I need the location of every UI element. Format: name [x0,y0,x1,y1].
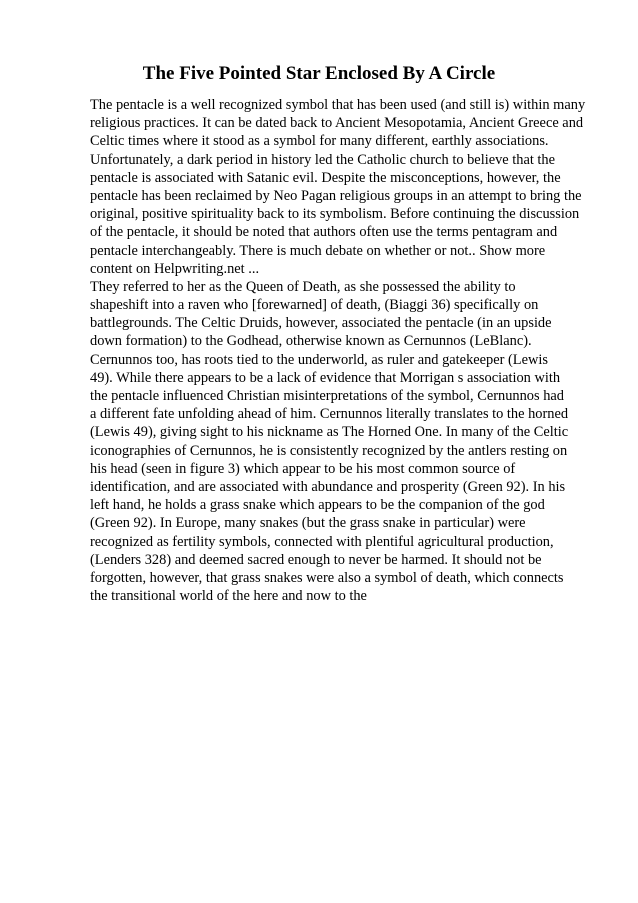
text-line: forgotten, however, that grass snakes were also a symbol of death, which connects [90,569,564,586]
text-line: down formation) to the Godhead, otherwise known as Cernunnos (LeBlanc). [90,333,532,350]
text-line: identification, and are associated with abundance and prosperity (Green 92). In his [90,478,566,495]
text-line: (Lenders 328) and deemed sacred enough to never be harmed. It should not be [90,551,542,568]
text-line: They referred to her as the Queen of Death, as she possessed the ability to [90,278,516,295]
document-body [90,96,610,605]
text-line: pentacle is associated with Satanic evil. Despite the misconceptions, however, the [90,169,561,186]
text-line: Unfortunately, a dark period in history led the Catholic church to believe that the [90,151,556,168]
text-line: content on Helpwriting.net ... [90,260,260,277]
text-line: iconographies of Cernunnos, he is consistently recognized by the antlers resting on [90,442,568,459]
text-line: shapeshift into a raven who [forewarned] of death, (Biaggi 36) specifically on [90,297,539,314]
text-line: Celtic times where it stood as a symbol for many different, earthly associations. [90,133,549,150]
text-line: religious practices. It can be dated back to Ancient Mesopotamia, Ancient Greece and [90,115,584,132]
text-line: (Green 92). In Europe, many snakes (but the grass snake in particular) were [90,515,526,532]
text-line: of the pentacle, it should be noted that authors often use the terms pentagram and [90,224,558,241]
text-line: a different fate unfolding ahead of him. Cernunnos literally translates to the horned [90,406,569,423]
text-line: the pentacle influenced Christian misinterpretations of the symbol, Cernunnos had [90,388,564,404]
text-line: pentacle has been reclaimed by Neo Pagan religious groups in an attempt to bring the [90,187,582,204]
text-line: the transitional world of the here and now to the [90,588,367,605]
document-title: The Five Pointed Star Enclosed By A Circle [142,63,496,84]
text-line: recognized as fertility symbols, connected with plentiful agricultural production, [90,533,554,550]
text-line: battlegrounds. The Celtic Druids, however, associated the pentacle (in an upside [90,315,552,332]
text-line: pentacle interchangeably. There is much debate on whether or not.. Show more [90,242,546,259]
text-line: Cernunnos too, has roots tied to the underworld, as ruler and gatekeeper (Lewis [90,351,548,368]
text-line: The pentacle is a well recognized symbol that has been used (and still is) within many [90,97,586,113]
text-line: left hand, he holds a grass snake which appears to be the companion of the god [90,497,545,514]
text-line: 49). While there appears to be a lack of evidence that Morrigan s association with [90,369,561,386]
text-line: his head (seen in figure 3) which appear to be his most common source of [90,460,516,477]
text-line: (Lewis 49), giving sight to his nickname as The Horned One. In many of the Celtic [90,424,569,441]
text-line: original, positive spirituality back to its symbolism. Before continuing the discussion [90,206,580,223]
